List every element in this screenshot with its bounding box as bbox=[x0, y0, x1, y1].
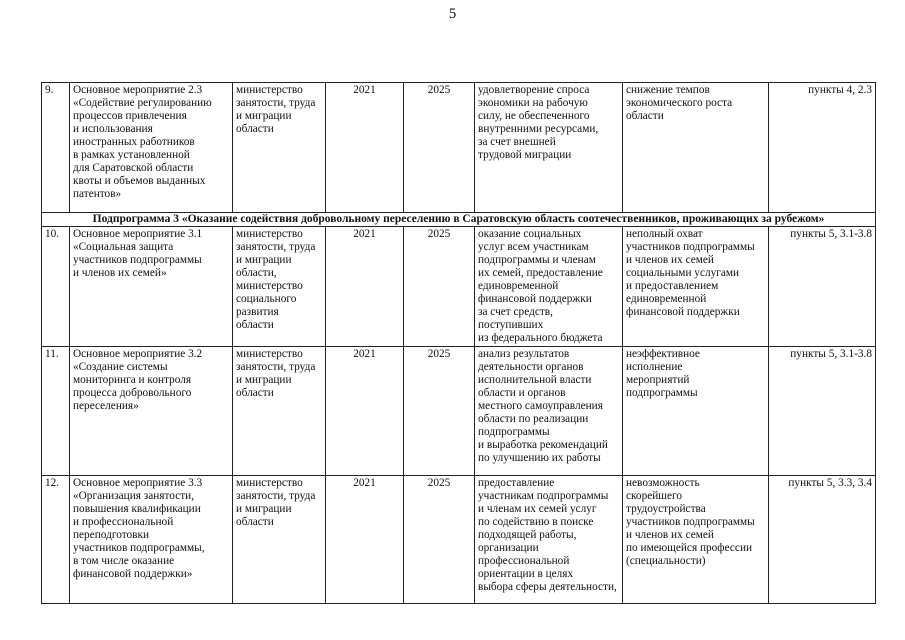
indicator-link: пункты 5, 3.3, 3.4 bbox=[769, 476, 876, 604]
end-year: 2025 bbox=[404, 347, 475, 476]
consequence-line: и членов их семей bbox=[626, 254, 714, 266]
end-year: 2025 bbox=[404, 476, 475, 604]
event-name-line: иностранных работников bbox=[73, 136, 195, 148]
consequence-line: единовременной bbox=[626, 293, 707, 305]
consequence bbox=[623, 476, 769, 604]
event-name-line: в том числе оказание bbox=[73, 555, 175, 567]
consequence-line: и предоставлением bbox=[626, 280, 719, 292]
executor-line: министерство bbox=[236, 228, 303, 240]
event-name-line: и членов их семей» bbox=[73, 267, 167, 279]
event-name-line: для Саратовской области bbox=[73, 162, 194, 174]
event-name-line: и использования bbox=[73, 123, 153, 135]
event-name-line: Основное мероприятие 3.2 bbox=[73, 348, 203, 360]
event-name-line: переподготовки bbox=[73, 529, 149, 541]
subprogram-row bbox=[42, 213, 876, 227]
event-name-line: участников подпрограммы, bbox=[73, 542, 205, 554]
executor-line: и миграции bbox=[236, 503, 292, 515]
expected-result-line: трудовой миграции bbox=[478, 149, 572, 161]
expected-result-line: единовременной bbox=[478, 280, 559, 292]
expected-result-line: местного самоуправления bbox=[478, 400, 603, 412]
event-name-line: и профессиональной bbox=[73, 516, 174, 528]
consequence-line: неэффективное bbox=[626, 348, 700, 360]
start-year: 2021 bbox=[326, 347, 404, 476]
expected-result-line: их семей, предоставление bbox=[478, 267, 603, 279]
row-number: 12. bbox=[42, 476, 70, 604]
consequence-line: социальными услугами bbox=[626, 267, 740, 279]
event-name-line: Основное мероприятие 3.3 bbox=[73, 477, 203, 489]
table-row bbox=[42, 227, 876, 347]
event-name-line: «Организация занятости, bbox=[73, 490, 195, 502]
executor-line: развития bbox=[236, 306, 279, 318]
expected-result-line: исполнительной власти bbox=[478, 374, 592, 386]
expected-result-line: поступивших bbox=[478, 319, 544, 331]
table-row bbox=[42, 476, 876, 604]
indicator-link: пункты 4, 2.3 bbox=[769, 83, 876, 213]
event-name bbox=[70, 347, 233, 476]
subprogram-title: Подпрограмма 3 «Оказание содействия добровольному переселению в Саратовскую область соотечественников, проживающих за рубежом» bbox=[42, 213, 876, 227]
executor-line: занятости, труда bbox=[236, 241, 316, 253]
expected-result-line: финансовой поддержки bbox=[478, 293, 592, 305]
measures-table bbox=[41, 82, 876, 604]
consequence-line: трудоустройства bbox=[626, 503, 706, 515]
expected-result-line: деятельности органов bbox=[478, 361, 584, 373]
executor-line: области, bbox=[236, 267, 277, 279]
executor-line: области bbox=[236, 123, 274, 135]
expected-result-line: силу, не обеспеченного bbox=[478, 110, 590, 122]
event-name bbox=[70, 476, 233, 604]
expected-result bbox=[475, 476, 623, 604]
expected-result-line: экономики на рабочую bbox=[478, 97, 588, 109]
expected-result-line: области и органов bbox=[478, 387, 566, 399]
executor bbox=[233, 347, 326, 476]
expected-result-line: за счет средств, bbox=[478, 306, 553, 318]
consequence-line: мероприятий bbox=[626, 374, 690, 386]
event-name-line: мониторинга и контроля bbox=[73, 374, 192, 386]
expected-result-line: из федерального бюджета bbox=[478, 332, 603, 344]
executor-line: области bbox=[236, 516, 274, 528]
consequence-line: участников подпрограммы bbox=[626, 241, 755, 253]
expected-result-line: организации bbox=[478, 542, 539, 554]
table-row bbox=[42, 83, 876, 213]
expected-result-line: удовлетворение спроса bbox=[478, 84, 590, 96]
table-row bbox=[42, 347, 876, 476]
expected-result-line: подпрограммы и членам bbox=[478, 254, 596, 266]
event-name-line: Основное мероприятие 2.3 bbox=[73, 84, 203, 96]
end-year: 2025 bbox=[404, 227, 475, 347]
consequence-line: исполнение bbox=[626, 361, 683, 373]
start-year: 2021 bbox=[326, 227, 404, 347]
expected-result-line: за счет внешней bbox=[478, 136, 556, 148]
executor bbox=[233, 476, 326, 604]
executor bbox=[233, 83, 326, 213]
expected-result-line: участникам подпрограммы bbox=[478, 490, 609, 502]
executor-line: и миграции bbox=[236, 254, 292, 266]
event-name-line: «Содействие регулированию bbox=[73, 97, 212, 109]
consequence-line: снижение темпов bbox=[626, 84, 710, 96]
executor-line: министерство bbox=[236, 348, 303, 360]
row-number: 9. bbox=[42, 83, 70, 213]
event-name-line: патентов» bbox=[73, 188, 122, 200]
executor-line: и миграции bbox=[236, 110, 292, 122]
event-name-line: процесса добровольного bbox=[73, 387, 192, 399]
indicator-link: пункты 5, 3.1-3.8 bbox=[769, 227, 876, 347]
executor-line: министерство bbox=[236, 280, 303, 292]
event-name bbox=[70, 83, 233, 213]
executor-line: министерство bbox=[236, 84, 303, 96]
consequence-line: невозможность bbox=[626, 477, 700, 489]
consequence-line: финансовой поддержки bbox=[626, 306, 740, 318]
expected-result-line: профессиональной bbox=[478, 555, 570, 567]
event-name-line: переселения» bbox=[73, 400, 139, 412]
consequence-line: экономического роста bbox=[626, 97, 733, 109]
event-name-line: в рамках установленной bbox=[73, 149, 190, 161]
executor-line: и миграции bbox=[236, 374, 292, 386]
expected-result-line: подпрограммы bbox=[478, 426, 550, 438]
expected-result-line: анализ результатов bbox=[478, 348, 570, 360]
executor-line: социального bbox=[236, 293, 297, 305]
consequence-line: по имеющейся профессии bbox=[626, 542, 753, 554]
consequence-line: неполный охват bbox=[626, 228, 703, 240]
executor-line: занятости, труда bbox=[236, 97, 316, 109]
expected-result bbox=[475, 227, 623, 347]
consequence-line: подпрограммы bbox=[626, 387, 698, 399]
event-name-line: финансовой поддержки» bbox=[73, 568, 193, 580]
expected-result-line: услуг всем участникам bbox=[478, 241, 589, 253]
expected-result bbox=[475, 347, 623, 476]
consequence-line: (специальности) bbox=[626, 555, 706, 567]
expected-result-line: по улучшению их работы bbox=[478, 452, 601, 464]
consequence bbox=[623, 347, 769, 476]
start-year: 2021 bbox=[326, 476, 404, 604]
end-year: 2025 bbox=[404, 83, 475, 213]
consequence bbox=[623, 227, 769, 347]
consequence-line: участников подпрограммы bbox=[626, 516, 755, 528]
event-name-line: повышения квалификации bbox=[73, 503, 201, 515]
event-name bbox=[70, 227, 233, 347]
consequence-line: области bbox=[626, 110, 664, 122]
expected-result-line: ориентации в целях bbox=[478, 568, 574, 580]
event-name-line: участников подпрограммы bbox=[73, 254, 202, 266]
expected-result-line: области по реализации bbox=[478, 413, 589, 425]
expected-result-line: и выработка рекомендаций bbox=[478, 439, 608, 451]
event-name-line: Основное мероприятие 3.1 bbox=[73, 228, 203, 240]
expected-result-line: выбора сферы деятельности, bbox=[478, 581, 617, 593]
event-name-line: квоты и объемов выданных bbox=[73, 175, 206, 187]
executor-line: министерство bbox=[236, 477, 303, 489]
consequence-line: и членов их семей bbox=[626, 529, 714, 541]
executor bbox=[233, 227, 326, 347]
executor-line: области bbox=[236, 387, 274, 399]
event-name-line: «Социальная защита bbox=[73, 241, 174, 253]
expected-result-line: предоставление bbox=[478, 477, 555, 489]
executor-line: занятости, труда bbox=[236, 490, 316, 502]
event-name-line: «Создание системы bbox=[73, 361, 168, 373]
expected-result-line: оказание социальных bbox=[478, 228, 582, 240]
start-year: 2021 bbox=[326, 83, 404, 213]
consequence-line: скорейшего bbox=[626, 490, 682, 502]
page-number: 5 bbox=[448, 6, 457, 22]
event-name-line: процессов привлечения bbox=[73, 110, 187, 122]
indicator-link: пункты 5, 3.1-3.8 bbox=[769, 347, 876, 476]
expected-result-line: подходящей работы, bbox=[478, 529, 577, 541]
executor-line: области bbox=[236, 319, 274, 331]
row-number: 10. bbox=[42, 227, 70, 347]
expected-result bbox=[475, 83, 623, 213]
executor-line: занятости, труда bbox=[236, 361, 316, 373]
consequence bbox=[623, 83, 769, 213]
expected-result-line: по содействию в поиске bbox=[478, 516, 594, 528]
row-number: 11. bbox=[42, 347, 70, 476]
expected-result-line: внутренними ресурсами, bbox=[478, 123, 599, 135]
expected-result-line: и членам их семей услуг bbox=[478, 503, 597, 515]
